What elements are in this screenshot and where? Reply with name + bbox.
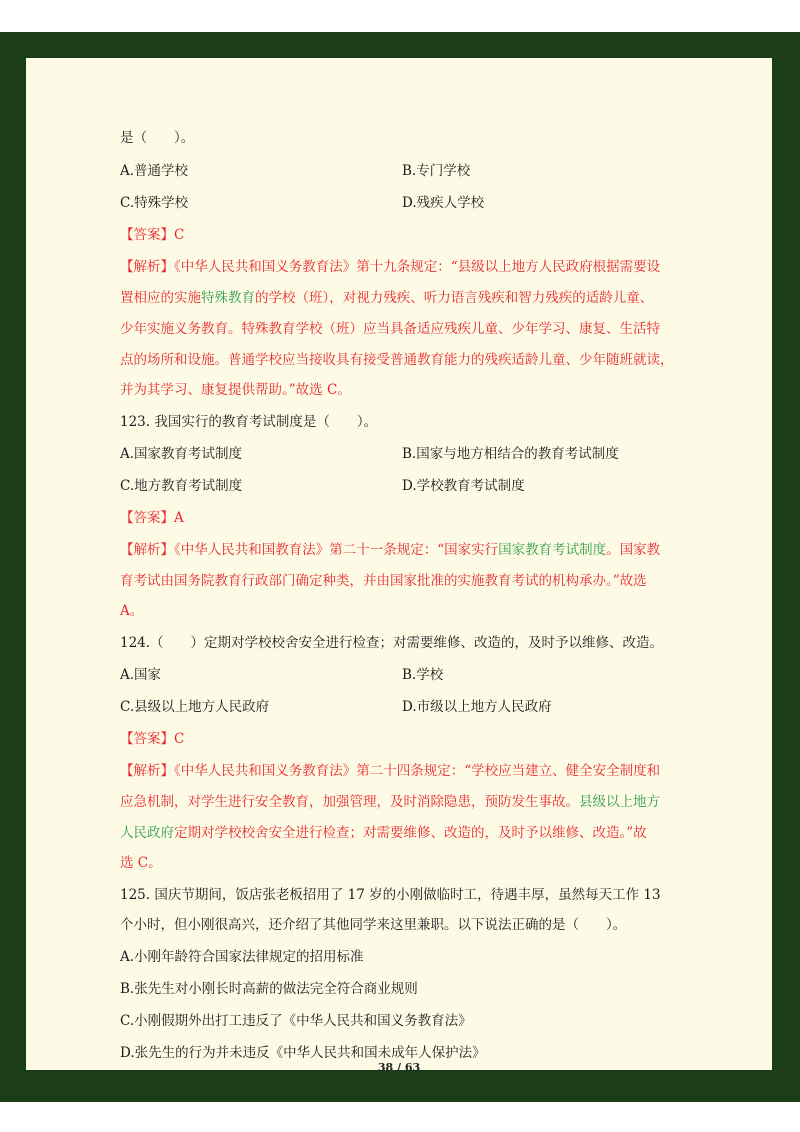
q122-explanation-line-2 bbox=[120, 288, 653, 308]
q122-option-b: B.专门学校 bbox=[402, 163, 471, 179]
q124-exp-text: 定期对学校校舍安全进行检查；对需要维修、改造的，及时予以维修、改造。”故 bbox=[174, 825, 647, 841]
q122-exp-text: 的学校（班），对视力残疾、听力语言残疾和智力残疾的适龄儿童、 bbox=[255, 290, 654, 306]
q125-stem-line-2: 个小时，但小刚很高兴，还介绍了其他同学来这里兼职。以下说法正确的是（ ）。 bbox=[120, 917, 627, 933]
q124-explanation-line-2 bbox=[120, 792, 660, 812]
q122-explanation-line-5: 并为其学习、康复提供帮助。”故选 C。 bbox=[120, 382, 351, 398]
q123-stem: 123. 我国实行的教育考试制度是（ ）。 bbox=[120, 414, 378, 430]
q123-exp-text: 【解析】《中华人民共和国教育法》第二十一条规定：“国家实行 bbox=[120, 542, 499, 558]
q124-exp-highlight: 人民政府 bbox=[120, 825, 174, 841]
q124-option-a: A.国家 bbox=[120, 667, 162, 683]
q122-explanation-line-4: 点的场所和设施。普通学校应当接收具有接受普通教育能力的残疾适龄儿童、少年随班就读， bbox=[120, 352, 674, 368]
q124-options-cd bbox=[120, 697, 710, 717]
q125-option-c: C.小刚假期外出打工违反了《中华人民共和国义务教育法》 bbox=[120, 1013, 472, 1029]
q124-options-ab bbox=[120, 665, 710, 685]
q124-exp-text: 应急机制，对学生进行安全教育，加强管理，及时消除隐患，预防发生事故。 bbox=[120, 794, 579, 810]
q122-options-cd bbox=[120, 193, 710, 213]
q124-stem: 124.（ ）定期对学校校舍安全进行检查；对需要维修、改造的，及时予以维修、改造。 bbox=[120, 635, 664, 651]
q125-option-b: B.张先生对小刚长时高薪的做法完全符合商业规则 bbox=[120, 981, 418, 997]
q122-stem-tail: 是（ ）。 bbox=[120, 130, 195, 146]
q122-explanation-line-1: 【解析】《中华人民共和国义务教育法》第十九条规定：“县级以上地方人民政府根据需要设 bbox=[120, 259, 661, 275]
q122-option-d: D.残疾人学校 bbox=[402, 195, 485, 211]
page-number: 38 / 63 bbox=[377, 1061, 421, 1074]
q123-options-cd bbox=[120, 476, 710, 496]
q123-option-a: A.国家教育考试制度 bbox=[120, 446, 243, 462]
q123-explanation-line-3: A。 bbox=[120, 603, 144, 619]
q124-explanation-line-4: 选 C。 bbox=[120, 855, 162, 871]
q123-options-ab bbox=[120, 444, 710, 464]
q123-option-d: D.学校教育考试制度 bbox=[402, 478, 525, 494]
q124-option-c: C.县级以上地方人民政府 bbox=[120, 699, 270, 715]
q122-option-a: A.普通学校 bbox=[120, 163, 189, 179]
q123-option-c: C.地方教育考试制度 bbox=[120, 478, 243, 494]
q123-explanation-line-1 bbox=[120, 540, 660, 560]
q124-option-b: B.学校 bbox=[402, 667, 444, 683]
page-frame bbox=[0, 32, 800, 1102]
q122-explanation-line-3: 少年实施义务教育。特殊教育学校（班）应当具备适应残疾儿童、少年学习、康复、生活特 bbox=[120, 321, 660, 337]
document-page bbox=[26, 58, 772, 1074]
q124-option-d: D.市级以上地方人民政府 bbox=[402, 699, 552, 715]
q122-answer: 【答案】C bbox=[120, 227, 185, 243]
q122-option-c: C.特殊学校 bbox=[120, 195, 189, 211]
q125-option-d: D.张先生的行为并未违反《中华人民共和国未成年人保护法》 bbox=[120, 1045, 486, 1061]
q124-answer: 【答案】C bbox=[120, 731, 185, 747]
q123-exp-highlight: 国家教育考试制度 bbox=[498, 542, 607, 558]
q124-explanation-line-3 bbox=[120, 823, 647, 843]
q123-explanation-line-2: 育考试由国务院教育行政部门确定种类，并由国家批准的实施教育考试的机构承办。”故选 bbox=[120, 573, 647, 589]
q125-option-a: A.小刚年龄符合国家法律规定的招用标准 bbox=[120, 949, 364, 965]
q124-exp-highlight: 县级以上地方 bbox=[579, 794, 660, 810]
q122-exp-text: 置相应的实施 bbox=[120, 290, 201, 306]
q123-option-b: B.国家与地方相结合的教育考试制度 bbox=[402, 446, 619, 462]
q122-exp-highlight: 特殊教育 bbox=[201, 290, 255, 306]
q123-exp-text: 。国家教 bbox=[606, 542, 661, 558]
q125-stem-line-1: 125. 国庆节期间，饭店张老板招用了 17 岁的小刚做临时工，待遇丰厚，虽然每天工作 13 bbox=[120, 887, 661, 903]
q122-options-ab bbox=[120, 161, 710, 181]
q124-explanation-line-1: 【解析】《中华人民共和国义务教育法》第二十四条规定：“学校应当建立、健全安全制度和 bbox=[120, 763, 661, 779]
q123-answer: 【答案】A bbox=[120, 510, 184, 526]
